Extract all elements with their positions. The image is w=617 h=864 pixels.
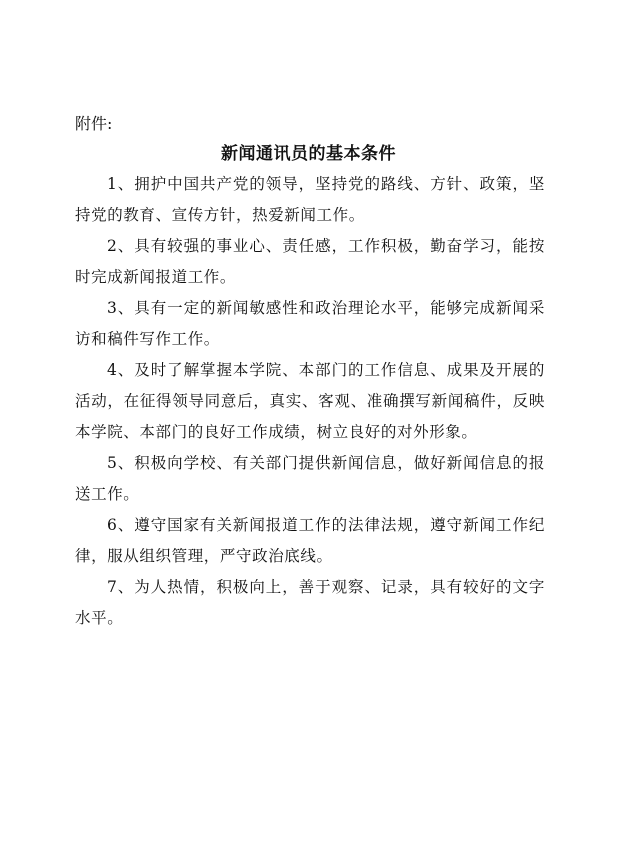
requirement-item-2: 2、具有较强的事业心、责任感，工作积极，勤奋学习，能按时完成新闻报道工作。 — [75, 237, 545, 286]
requirement-item-5: 5、积极向学校、有关部门提供新闻信息，做好新闻信息的报送工作。 — [75, 454, 545, 503]
requirement-item-7: 7、为人热情，积极向上，善于观察、记录，具有较好的文字水平。 — [75, 578, 545, 627]
requirement-item-1: 1、拥护中国共产党的领导，坚持党的路线、方针、政策，坚持党的教育、宣传方针，热爱新闻工作。 — [75, 175, 545, 224]
attachment-label: 附件: — [75, 114, 113, 133]
document-title: 新闻通讯员的基本条件 — [221, 144, 396, 164]
requirement-item-3: 3、具有一定的新闻敏感性和政治理论水平，能够完成新闻采访和稿件写作工作。 — [75, 299, 545, 348]
requirement-item-6: 6、遵守国家有关新闻报道工作的法律法规，遵守新闻工作纪律，服从组织管理，严守政治底线。 — [75, 516, 545, 565]
requirement-item-4: 4、及时了解掌握本学院、本部门的工作信息、成果及开展的活动，在征得领导同意后，真实、客观、准确撰写新闻稿件，反映本学院、本部门的良好工作成绩，树立良好的对外形象。 — [75, 361, 545, 441]
